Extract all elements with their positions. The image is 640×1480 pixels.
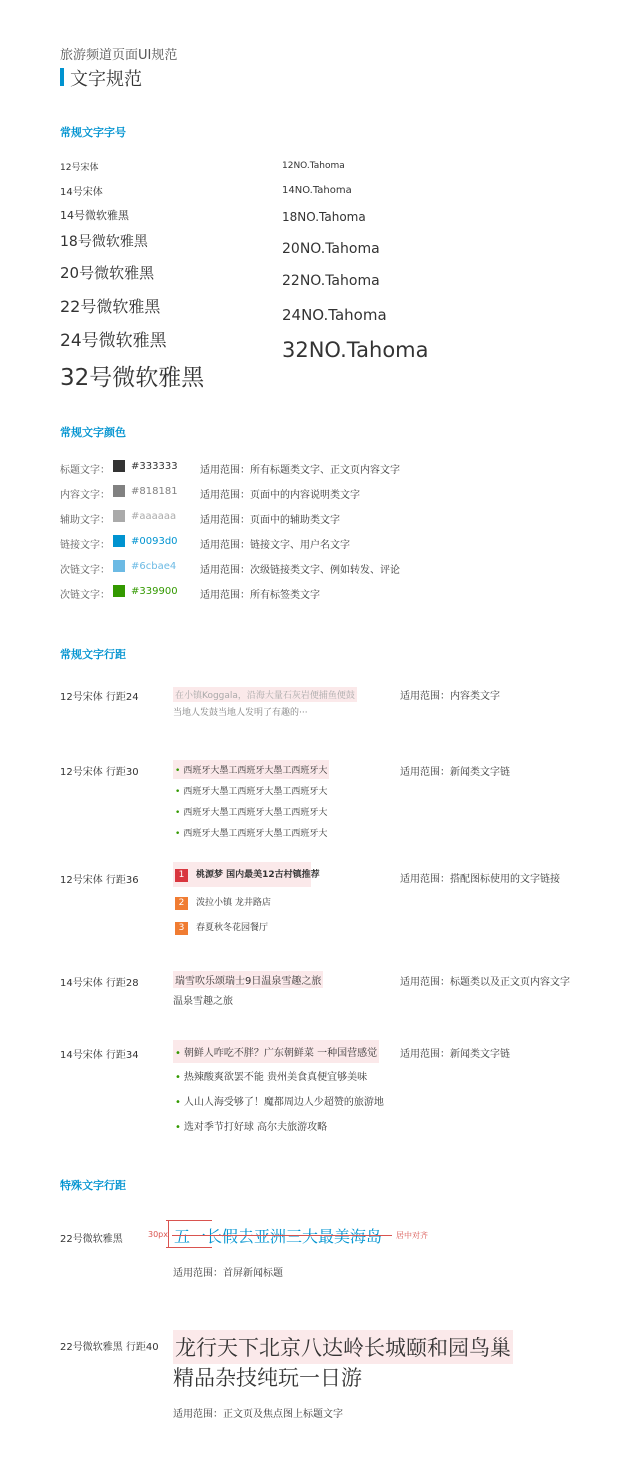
font-size-sample: 22NO.Tahoma xyxy=(282,273,380,289)
line-height-label: 14号宋体 行距28 xyxy=(60,978,139,989)
headline-sample[interactable]: 五一长假去亚洲三大最美海岛 xyxy=(174,1227,383,1246)
rank-badge: 2 xyxy=(175,897,188,910)
bullet-icon: • xyxy=(175,787,181,797)
bullet-icon: • xyxy=(175,766,181,776)
list-item-text: 人山人海受够了！魔都周边人少超赞的旅游地 xyxy=(183,1097,384,1108)
color-hex: #aaaaaa xyxy=(131,511,177,522)
list-item-text: 热辣酸爽欲罢不能 贵州美食真便宜够美味 xyxy=(183,1072,368,1083)
guide-line xyxy=(168,1220,169,1248)
line-height-scope: 适用范围：内容类文字 xyxy=(400,691,500,702)
color-swatch xyxy=(113,510,125,522)
color-scope: 适用范围：次级链接类文字、例如转发、评论 xyxy=(200,565,400,576)
list-item[interactable] xyxy=(173,1040,379,1063)
color-swatch xyxy=(113,460,125,472)
sample-text-line: 瑞雪吹乐颂瑞士9日温泉雪趣之旅 xyxy=(173,971,323,988)
color-swatch xyxy=(113,585,125,597)
guide-line xyxy=(172,1235,392,1236)
rank-badge: 3 xyxy=(175,922,188,935)
ranked-link[interactable] xyxy=(175,895,271,910)
list-item[interactable] xyxy=(175,805,327,818)
font-size-sample: 14NO.Tahoma xyxy=(282,185,352,196)
list-item[interactable] xyxy=(175,1068,367,1083)
color-label: 次链文字： xyxy=(60,590,110,601)
line-height-label: 12号宋体 行距36 xyxy=(60,875,139,886)
color-scope: 适用范围：链接文字、用户名文字 xyxy=(200,540,350,551)
list-item-text: 朝鲜人咋吃不胖？广东朝鲜菜 一种国营感觉 xyxy=(183,1048,378,1059)
ranked-link-text: 泼拉小镇 龙井路店 xyxy=(196,898,271,908)
special-label: 22号微软雅黑 行距40 xyxy=(60,1342,159,1353)
color-label: 标题文字： xyxy=(60,465,110,476)
font-size-sample: 22号微软雅黑 xyxy=(60,297,161,316)
bullet-icon: • xyxy=(175,808,181,818)
line-height-scope: 适用范围：新闻类文字链 xyxy=(400,767,510,778)
ranked-link-text: 桃源梦 国内最美12古村镇推荐 xyxy=(196,870,320,880)
bullet-icon: • xyxy=(175,1097,181,1108)
bullet-icon: • xyxy=(175,829,181,839)
color-label: 链接文字： xyxy=(60,540,110,551)
list-item-text: 西班牙大墨工西班牙大墨工西班牙大 xyxy=(183,808,328,818)
large-title-line: 精品杂技纯玩一日游 xyxy=(173,1366,362,1390)
center-align-note: 居中对齐 xyxy=(396,1231,428,1240)
color-scope: 适用范围：页面中的辅助类文字 xyxy=(200,515,340,526)
sample-text-line: 在小镇Koggala，沿海大量石灰岩便捕鱼便鼓 xyxy=(173,687,357,702)
font-size-sample: 20NO.Tahoma xyxy=(282,241,380,257)
guide-line xyxy=(166,1220,212,1221)
special-scope: 适用范围：正文页及焦点图上标题文字 xyxy=(173,1409,343,1420)
list-item-text: 西班牙大墨工西班牙大墨工西班牙大 xyxy=(183,766,328,776)
line-height-scope: 适用范围：标题类以及正文页内容文字 xyxy=(400,977,570,988)
ranked-link[interactable] xyxy=(173,862,320,887)
ranked-link[interactable] xyxy=(175,920,268,935)
font-size-sample: 14号宋体 xyxy=(60,187,103,198)
color-swatch xyxy=(113,560,125,572)
rank-badge: 1 xyxy=(175,869,188,882)
list-item[interactable] xyxy=(175,826,327,839)
font-size-sample: 18号微软雅黑 xyxy=(60,234,148,250)
color-hex: #818181 xyxy=(131,486,178,497)
list-item[interactable] xyxy=(175,784,327,797)
color-label: 内容文字： xyxy=(60,490,110,501)
line-height-label: 14号宋体 行距34 xyxy=(60,1050,139,1061)
title-accent-bar xyxy=(60,68,64,86)
list-item[interactable] xyxy=(175,1118,327,1133)
color-scope: 适用范围：所有标签类文字 xyxy=(200,590,320,601)
color-label: 次链文字： xyxy=(60,565,110,576)
list-item-text: 西班牙大墨工西班牙大墨工西班牙大 xyxy=(183,787,328,797)
bullet-icon: • xyxy=(175,1122,181,1133)
font-size-sample: 24号微软雅黑 xyxy=(60,331,167,351)
doc-title: 旅游频道页面UI规范 xyxy=(60,48,178,63)
list-item[interactable] xyxy=(173,760,329,779)
color-hex: #6cbae4 xyxy=(131,561,177,572)
font-size-sample: 18NO.Tahoma xyxy=(282,210,366,224)
color-hex: #333333 xyxy=(131,461,178,472)
sample-text-line: 当地人发鼓当地人发明了有趣的··· xyxy=(173,708,308,718)
color-hex: #0093d0 xyxy=(131,536,178,547)
font-size-sample: 12号宋体 xyxy=(60,163,99,173)
section-heading-special: 特殊文字行距 xyxy=(60,1179,126,1192)
font-size-sample: 14号微软雅黑 xyxy=(60,209,129,222)
color-hex: #339900 xyxy=(131,586,178,597)
sample-text-line: 温泉雪趣之旅 xyxy=(173,996,233,1007)
section-heading-line-heights: 常规文字行距 xyxy=(60,648,126,661)
special-scope: 适用范围：首屏新闻标题 xyxy=(173,1268,283,1279)
bullet-icon: • xyxy=(175,1072,181,1083)
dimension-note: 30px xyxy=(148,1230,168,1239)
list-item-text: 选对季节打好球 高尔夫旅游攻略 xyxy=(183,1122,328,1133)
section-heading-text-colors: 常规文字颜色 xyxy=(60,426,126,439)
ranked-link-text: 春夏秋冬花园餐厅 xyxy=(196,923,269,933)
section-heading-font-sizes: 常规文字字号 xyxy=(60,126,126,139)
special-label: 22号微软雅黑 xyxy=(60,1234,123,1245)
list-item[interactable] xyxy=(175,1093,384,1108)
font-size-sample: 32NO.Tahoma xyxy=(282,338,429,362)
font-size-sample: 24NO.Tahoma xyxy=(282,306,387,324)
line-height-scope: 适用范围：搭配图标使用的文字链接 xyxy=(400,874,560,885)
color-scope: 适用范围：所有标题类文字、正文页内容文字 xyxy=(200,465,400,476)
bullet-icon: • xyxy=(175,1048,181,1059)
page-title: 文字规范 xyxy=(70,69,142,90)
list-item-text: 西班牙大墨工西班牙大墨工西班牙大 xyxy=(183,829,328,839)
line-height-label: 12号宋体 行距30 xyxy=(60,767,139,778)
font-size-sample: 32号微软雅黑 xyxy=(60,365,205,391)
color-swatch xyxy=(113,485,125,497)
line-height-scope: 适用范围：新闻类文字链 xyxy=(400,1049,510,1060)
color-scope: 适用范围：页面中的内容说明类文字 xyxy=(200,490,360,501)
guide-line xyxy=(166,1247,212,1248)
font-size-sample: 20号微软雅黑 xyxy=(60,264,155,282)
font-size-sample: 12NO.Tahoma xyxy=(282,161,345,171)
large-title-line: 龙行天下北京八达岭长城颐和园鸟巢 xyxy=(173,1330,513,1364)
line-height-label: 12号宋体 行距24 xyxy=(60,692,139,703)
color-label: 辅助文字： xyxy=(60,515,110,526)
color-swatch xyxy=(113,535,125,547)
